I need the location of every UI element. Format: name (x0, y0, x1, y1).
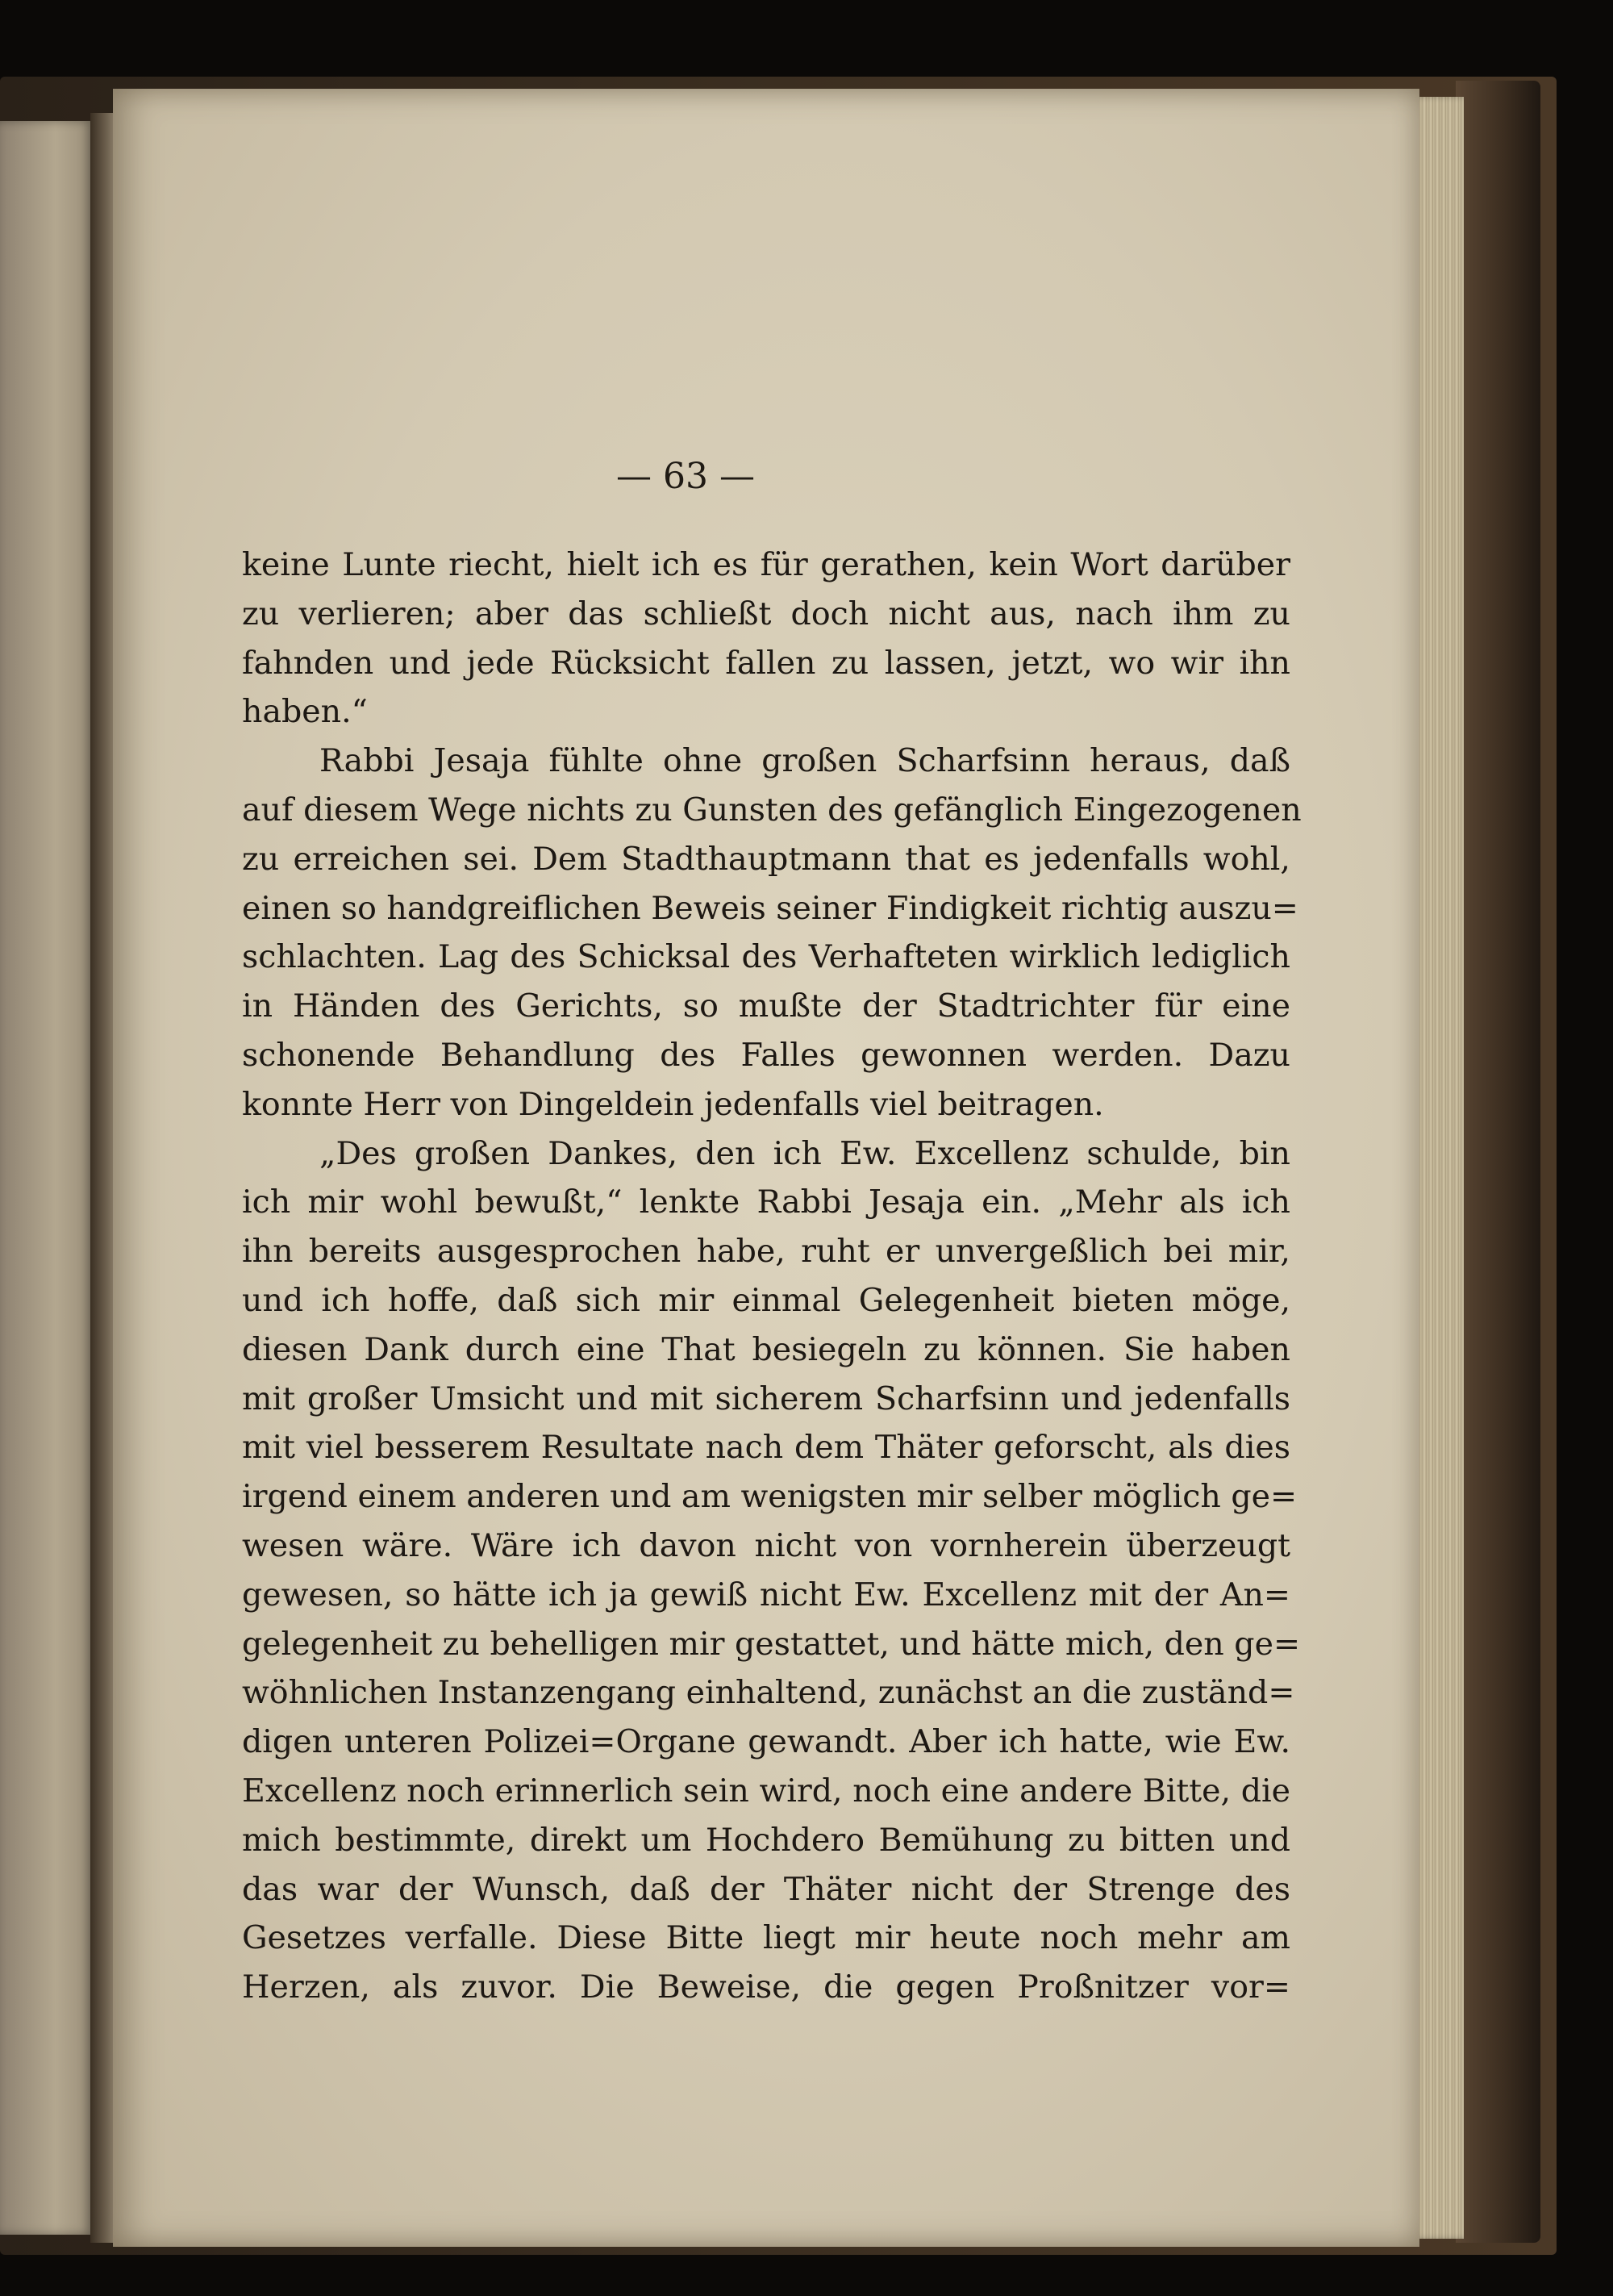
text-line: wesen wäre. Wäre ich davon nicht von vornherein überzeugt (242, 1526, 1290, 1564)
text-line: ihn bereits ausgesprochen habe, ruht er unvergeßlich bei mir, (242, 1233, 1290, 1271)
text-line: in Händen des Gerichts, so mußte der Stadtrichter für eine (242, 987, 1290, 1025)
text-line: wöhnlichen Instanzengang einhaltend, zunächst an die zuständ= (242, 1674, 1295, 1712)
body-text (242, 541, 1302, 2012)
text-line: schonende Behandlung des Falles gewonnen werden. Dazu (242, 1036, 1290, 1074)
text-line: haben.“ (242, 693, 368, 731)
text-line: zu verlieren; aber das schließt doch nicht aus, nach ihm zu (242, 595, 1290, 632)
text-line: irgend einem anderen und am wenigsten mir selber möglich ge= (242, 1478, 1298, 1516)
book-page (113, 89, 1419, 2247)
text-line: gewesen, so hätte ich ja gewiß nicht Ew. Excellenz mit der An= (242, 1576, 1290, 1613)
previous-page-edge (0, 121, 93, 2235)
page-number: — 63 — (616, 456, 755, 497)
text-line: auf diesem Wege nichts zu Gunsten des gefänglich Eingezogenen (242, 791, 1302, 829)
text-line: keine Lunte riecht, hielt ich es für gerathen, kein Wort darüber (242, 546, 1290, 583)
text-line: Herzen, als zuvor. Die Beweise, die gegen Proßnitzer vor= (242, 1968, 1290, 2006)
text-line: Rabbi Jesaja fühlte ohne großen Scharfsinn heraus, daß (319, 742, 1290, 780)
text-line: ich mir wohl bewußt,“ lenkte Rabbi Jesaja ein. „Mehr als ich (242, 1183, 1290, 1221)
text-line: einen so handgreiflichen Beweis seiner Findigkeit richtig auszu= (242, 889, 1298, 927)
cover-edge (1456, 81, 1540, 2243)
text-line: das war der Wunsch, daß der Thäter nicht der Strenge des (242, 1870, 1290, 1908)
text-line: Gesetzes verfalle. Diese Bitte liegt mir heute noch mehr am (242, 1919, 1290, 1957)
text-line: mit viel besserem Resultate nach dem Thäter geforscht, als dies (242, 1429, 1290, 1467)
text-line: Excellenz noch erinnerlich sein wird, noch eine andere Bitte, die (242, 1772, 1290, 1810)
text-line: zu erreichen sei. Dem Stadthauptmann that es jedenfalls wohl, (242, 840, 1290, 878)
text-line: digen unteren Polizei=Organe gewandt. Aber ich hatte, wie Ew. (242, 1723, 1290, 1761)
text-line: gelegenheit zu behelligen mir gestattet, und hätte mich, den ge= (242, 1625, 1301, 1663)
text-line: diesen Dank durch eine That besiegeln zu können. Sie haben (242, 1330, 1290, 1368)
text-line: „Des großen Dankes, den ich Ew. Excellenz schulde, bin (319, 1134, 1290, 1172)
text-line: mit großer Umsicht und mit sicherem Scharfsinn und jedenfalls (242, 1380, 1290, 1417)
text-line: schlachten. Lag des Schicksal des Verhafteten wirklich lediglich (242, 938, 1290, 976)
text-line: fahnden und jede Rücksicht fallen zu lassen, jetzt, wo wir ihn (242, 644, 1290, 682)
text-line: und ich hoffe, daß sich mir einmal Gelegenheit bieten möge, (242, 1281, 1290, 1319)
text-line: mich bestimmte, direkt um Hochdero Bemühung zu bitten und (242, 1821, 1290, 1859)
text-line: konnte Herr von Dingeldein jedenfalls viel beitragen. (242, 1085, 1104, 1123)
